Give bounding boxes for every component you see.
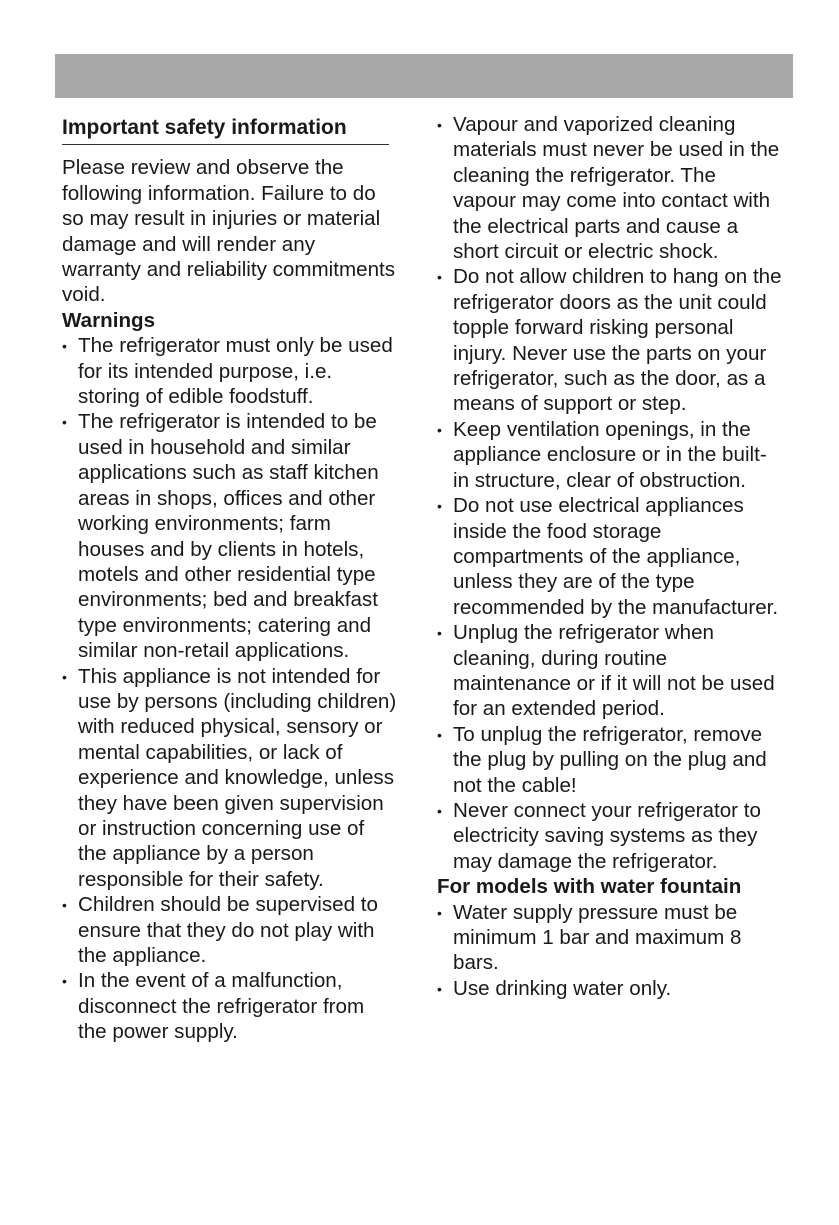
warnings-list	[62, 333, 397, 1044]
warning-item: • Do not use electrical appliances inside the food storage compartments of the appliance, unless they are of the type recommended by the manufacturer.	[437, 493, 782, 620]
warning-item: • Do not allow children to hang on the refrigerator doors as the unit could topple forward risking personal injury. Never use the parts on your refrigerator, such as the door, as a means of support or step.	[437, 264, 782, 416]
warning-item: • To unplug the refrigerator, remove the plug by pulling on the plug and not the cable!	[437, 722, 782, 798]
warning-item: • Children should be supervised to ensure that they do not play with the appliance.	[62, 892, 397, 968]
left-column	[62, 115, 397, 1045]
warning-item: • The refrigerator is intended to be used in household and similar applications such as staff kitchen areas in shops, offices and other working environments; farm houses and by clients in hotels, motels and other residential type environments; bed and breakfast type environments; catering and similar non-retail applications.	[62, 409, 397, 663]
warnings-list-continued	[437, 112, 782, 874]
water-item: • Water supply pressure must be minimum 1 bar and maximum 8 bars.	[437, 900, 782, 976]
intro-paragraph: Please review and observe the following information. Failure to do so may result in injuries or material damage and will render any warranty and reliability commitments void.	[62, 156, 396, 307]
warning-item: • In the event of a malfunction, disconnect the refrigerator from the power supply.	[62, 968, 397, 1044]
warnings-heading: Warnings	[62, 308, 156, 332]
warning-item: • Unplug the refrigerator when cleaning, during routine maintenance or if it will not be used for an extended period.	[437, 620, 782, 722]
warning-item: • Never connect your refrigerator to electricity saving systems as they may damage the refrigerator.	[437, 798, 782, 874]
header-bar	[55, 54, 793, 98]
warning-item: • Keep ventilation openings, in the appliance enclosure or in the built-in structure, clear of obstruction.	[437, 417, 782, 493]
water-fountain-list	[437, 900, 782, 1002]
right-column	[437, 112, 782, 1001]
water-item: • Use drinking water only.	[437, 976, 782, 1001]
section-title: Important safety information	[62, 115, 389, 145]
warning-item: • The refrigerator must only be used for its intended purpose, i.e. storing of edible foodstuff.	[62, 333, 397, 409]
warning-item: • This appliance is not intended for use by persons (including children) with reduced physical, sensory or mental capabilities, or lack of experience and knowledge, unless they have been given supervision or instruction concerning use of the appliance by a person responsible for their safety.	[62, 664, 397, 893]
warning-item: • Vapour and vaporized cleaning materials must never be used in the cleaning the refrigerator. The vapour may come into contact with the electrical parts and cause a short circuit or electric shock.	[437, 112, 782, 264]
water-fountain-heading: For models with water fountain	[437, 875, 742, 899]
